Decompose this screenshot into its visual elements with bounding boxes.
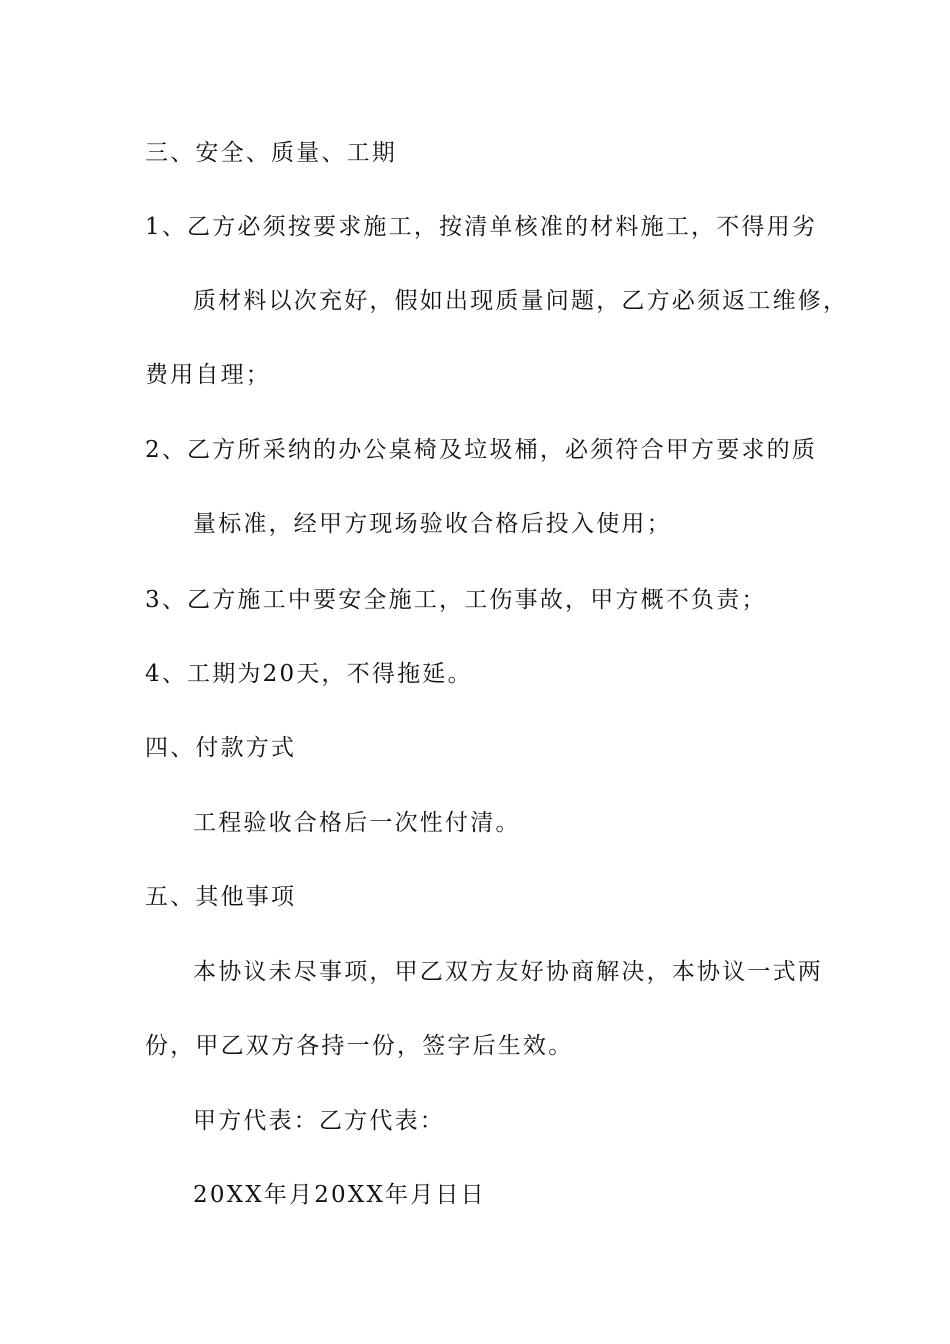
clause-2-line-1: 2、乙方所采纳的办公桌椅及垃圾桶，必须符合甲方要求的质 — [145, 437, 818, 463]
section-heading-payment: 四、付款方式 — [145, 735, 297, 761]
other-matters-line-2: 份，甲乙双方各持一份，签字后生效。 — [145, 1033, 574, 1059]
clause-1-line-3: 费用自理； — [145, 362, 271, 388]
section-heading-safety-quality-schedule: 三、安全、质量、工期 — [145, 140, 397, 166]
other-matters-line-1: 本协议未尽事项，甲乙双方友好协商解决，本协议一式两 — [193, 959, 823, 985]
payment-text: 工程验收合格后一次性付清。 — [193, 810, 521, 836]
signature-dates: 20XX年月20XX年月日日 — [193, 1182, 486, 1208]
clause-2-line-2: 量标准，经甲方现场验收合格后投入使用； — [193, 511, 672, 537]
clause-4: 4、工期为20天，不得拖延。 — [145, 661, 473, 687]
section-heading-other-matters: 五、其他事项 — [145, 884, 297, 910]
clause-1-line-2: 质材料以次充好，假如出现质量问题，乙方必须返工维修， — [193, 288, 849, 314]
clause-3: 3、乙方施工中要安全施工，工伤事故，甲方概不负责； — [145, 587, 767, 613]
signature-representatives: 甲方代表：乙方代表： — [193, 1108, 445, 1134]
clause-1-line-1: 1、乙方必须按要求施工，按清单核准的材料施工，不得用劣 — [145, 214, 818, 240]
